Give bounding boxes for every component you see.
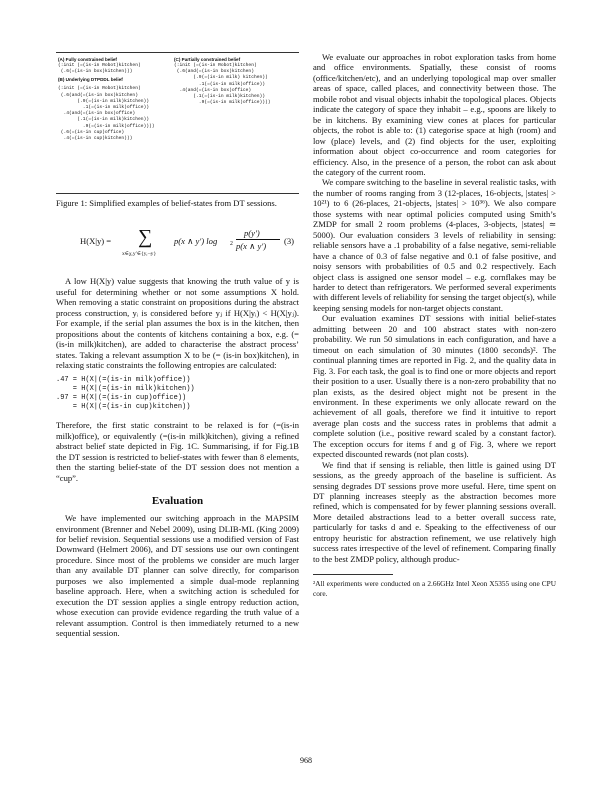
- right-column: [313, 52, 556, 598]
- section-heading: Evaluation: [151, 495, 204, 508]
- panel-a-code: (:init (=(is-in Robot)kitchen) (.6(=(is-in box)kitchen))): [58, 63, 141, 75]
- fraction-bar: [236, 239, 280, 240]
- paragraph-compare: We compare switching to the baseline in several realistic tasks, with the number of rooms ranging from 3 (12-places, 16-objects, |states| > 10²¹) to 6 (26-places, 21-objects, |states| > 10³⁶). We also compare those systems with near optimal policies computed using Smith’s ZMDP for small 2 room problems (4-places, 3-objects, |states| ≃ 5000). Our evaluation considers 3 levels of reliability in sensing: reliable sensors have a .1 probability of a false negative, semi-reliable have a chance of 0.3 of false negative and 0.1 of false positive, and noisy sensors with probabilities of 0.5 and 0.2 respectively. Each object class is assigned one sensor model – e.g. cornflakes may be harder to detect than refrigerators. We performed several experiments with different levels of reliability for sensing the target object(s), while keeping sensing models for non-target objects constant.: [313, 177, 556, 313]
- sum-subscript: x∈χ,y′∈{y,¬y}: [122, 251, 157, 258]
- paragraph-exploration: We evaluate our approaches in robot exploration tasks from home and office environments. Spatially, these consist of rooms (office/kitchen/etc), and an underlying topological map over smaller areas of space, called places, and connectivity between those. The mobile robot and visual objects inhabit the topological places. Objects indicate the category of space they inhabit – e.g., spoons are likely to be in kitchens. By examining view cones at places for particular objects, the robot is able to: (1) categorise space at high (room) and low (place) levels, and (2) find objects for the user, exploiting information about object co-occurrence and room categories for efficiency. Also, in the presence of a person, the robot can ask about the category of the current room.: [313, 52, 556, 177]
- panel-c-title: (C) Partially constrained belief: [174, 57, 241, 62]
- panel-b-title: (B) Underlying DTPDDL belief: [58, 77, 123, 83]
- paragraph-findings: We find that if sensing is reliable, then little is gained using DT sessions, as the greedy approach of the baseline is sufficient. As sensing degrades DT sessions prove more useful. Here, time spent on DT planning increases steeply as the abstraction becomes more refined, which is compensated for by fewer planning sessions overall. More detailed abstractions lead to a better overall success rate, particularly for tasks d and e. Speaking to the effectiveness of our entropy heuristic for abstraction refinement, we use relatively high success rates irrespective of the level of refinement. Comparing finally to the best ZMDP policy, although produc-: [313, 459, 556, 564]
- figure-panel-c: [174, 57, 271, 106]
- fraction-denominator: p(x ∧ y′): [236, 241, 267, 252]
- figure-1: [56, 52, 299, 194]
- footnote-rule: [313, 574, 393, 575]
- paragraph-entropy: A low H(X|y) value suggests that knowing the truth value of y is useful for determining whether or not some assumptions X hold. When removing a static constraint on propositions during the abstract process construction, yᵢ is considered before yⱼ if H(X|yᵢ) < H(X|yⱼ). For example, if the serial plan assumes the box is in the kitchen, then propositions about the contents of kitchens containing a box, e.g. (= (is-in milk)kitchen), are added to characterise the abstract process’ states. Taking a relevant assumption X to be (= (is-in box)kitchen), in relaxing static constraints the following entropies are calculated:: [56, 276, 299, 371]
- figure-caption: Figure 1: Simplified examples of belief-states from DT sessions.: [56, 198, 277, 208]
- paragraph-implementation: We have implemented our switching approach in the MAPSIM environment (Brenner and Nebel 2009), using DLIB-ML (King 2009) for belief revision. Sequential sessions use a modified version of Fast Downward (Helmert 2006), and DT sessions use our own contingent procedure. Since most of the problems we consider are much larger than any available DT planner can solve directly, for comparison purposes we also implemented a simple dual-mode replanning baseline approach. Here, when a switching action is scheduled for execution the DT session applies a single entropy reduction action, whose execution can provide evidence regarding the truth value of a relevant assumption. Control is then immediately returned to a new sequential session.: [56, 513, 299, 639]
- figure-panel-a: [58, 57, 155, 142]
- panel-c-code: (:init (=(is-in Robot)kitchen) (.6(and(=(is-in box)kitchen) (.9(=(is-in milk) kitchen)) .1(=(is-in milk)office)) .4(and(=(is-in box)office) (.1(=(is-in milk)kitchen)) .9(=(is-in milk)office)))): [174, 63, 271, 106]
- equation-lhs: H(X|y) =: [80, 236, 112, 247]
- log-base: 2: [230, 241, 233, 248]
- panel-a-title: (A) Fully constrained belief: [58, 57, 117, 62]
- equation-body: p(x ∧ y′) log: [174, 236, 218, 247]
- paragraph-examines: Our evaluation examines DT sessions with initial belief-states admitting between 20 and 100 abstract states with non-zero probability. We run 50 simulations in each configuration, and have a timeout on each simulation of 30 minutes (1800 seconds)². The continual planning times are reported in Fig. 2, and the quality data in Fig. 3. For each task, the goal is to find one or more objects and report their position to a user. Usually there is a non-zero probability that no plan exists, as the desired object might not be present in the environment. In these experiments we only allocate reward on the achievement of all goals, therefore we find it intuitive to report average plan costs and the success rates in problems that admit a complete solution (i.e., positive reward scaled by a constant factor). The exception occurs for items f and g of Fig. 3, where we report expected discounted rewards (not plan costs).: [313, 313, 556, 460]
- equation-number: (3): [284, 236, 295, 247]
- equation-3: [56, 222, 299, 268]
- entropy-list: .47 = H(X|(=(is-in milk)office)) = H(X|(=(is-in milk)kitchen)) .97 = H(X|(=(is-in cup)office)) = H(X|(=(is-in cup)kitchen)): [56, 375, 195, 412]
- fraction-numerator: p(y′): [244, 228, 260, 239]
- sum-sign: ∑: [138, 226, 153, 249]
- footnote: ²All experiments were conducted on a 2.66GHz Intel Xeon X5355 using one CPU core.: [313, 579, 556, 598]
- panel-b-code: (:init (=(is-in Robot)kitchen) (.6(and(=(is-in box)kitchen) (.9(=(is-in milk)kitchen)) .1(=(is-in milk)office)) .4(and(=(is-in box)office) (.1(=(is-in milk)kitchen)) .9(=(is-in milk)office)))) (.6(=(is-in cup)office) .4(=(is-in cup)kitchen))): [58, 86, 155, 142]
- left-column: [56, 52, 299, 639]
- paragraph-relax: Therefore, the first static constraint to be relaxed is for (=(is-in milk)office), or equivalently (=(is-in milk)kitchen), giving a refined abstract belief state depicted in Fig. 1C. Summarising, if for Fig.1B the DT session is restricted to belief-states with fewer than 8 elements, then the starting belief-state of the DT session does not mention a “cup”.: [56, 420, 299, 483]
- page-number: 968: [300, 756, 312, 765]
